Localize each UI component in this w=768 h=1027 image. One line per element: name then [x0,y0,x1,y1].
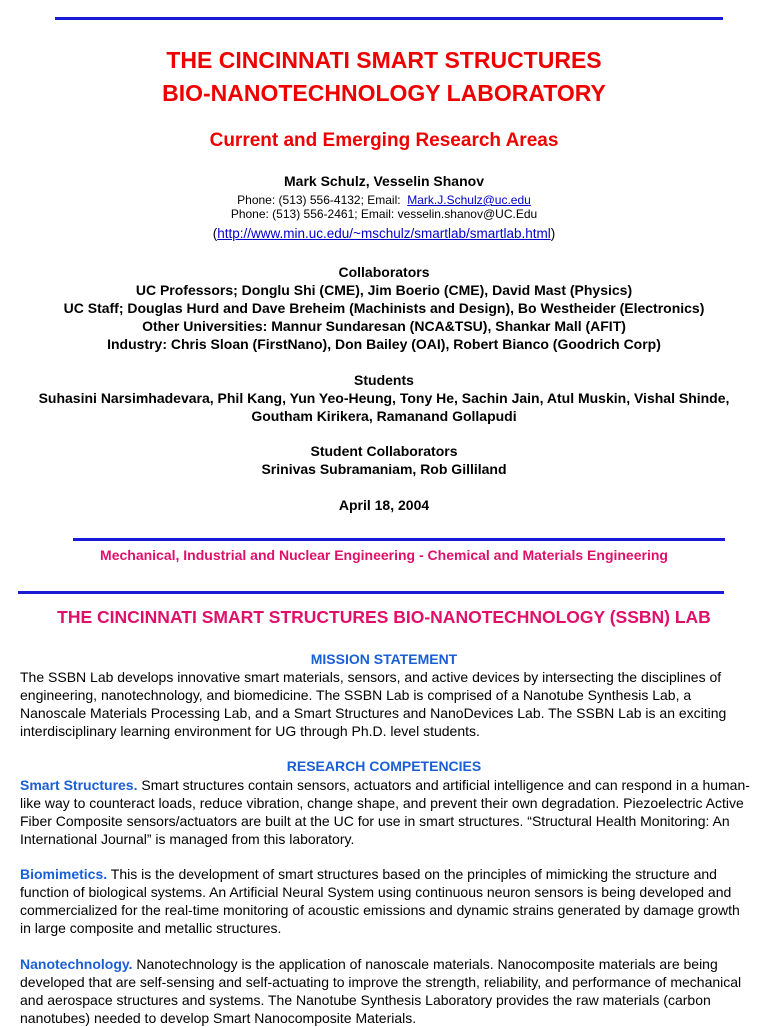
department-line: Mechanical, Industrial and Nuclear Engineering - Chemical and Materials Engineering [100,547,668,563]
competency-lead: Nanotechnology. [20,956,133,972]
page-subtitle: Current and Emerging Research Areas [209,130,559,151]
mission-heading: MISSION STATEMENT [310,651,458,667]
competency-biomimetics [20,865,750,937]
mission-text: The SSBN Lab develops innovative smart materials, sensors, and active devices by intersecting the disciplines of engineering, nanotechnology, and biomedicine. The SSBN Lab is comprised of a Nanotube Synthesis Lab, a Nanoscale Materials Processing Lab, and a Smart Structures and NanoDevices Lab. The SSBN Lab is an exciting interdisciplinary learning environment for UG through Ph.D. level students. [20,669,727,739]
url-line: (http://www.min.uc.edu/~mschulz/smartlab/smartlab.html) [212,226,556,241]
research-heading: RESEARCH COMPETENCIES [286,758,482,774]
contact-line-1 [0,193,768,207]
collaborator-line: Other Universities: Mannur Sundaresan (NCA&TSU), Shankar Mall (AFIT) [142,318,626,334]
document-date: April 18, 2004 [338,497,430,513]
collaborator-line: UC Professors; Donglu Shi (CME), Jim Boerio (CME), David Mast (Physics) [135,282,633,298]
student-collaborators-block [0,442,768,478]
contact-line-2: Phone: (513) 556-2461; Email: vesselin.shanov@UC.Edu [230,207,538,221]
students-block [0,371,768,425]
student-collaborators-heading: Student Collaborators [310,443,458,459]
collaborator-line: UC Staff; Douglas Hurd and Dave Breheim (Machinists and Design), Bo Westheider (Electronics) [63,300,705,316]
contact-1-prefix: Phone: (513) 556-4132; Email: [237,193,401,207]
competency-nanotechnology [20,955,750,1027]
collaborators-heading: Collaborators [338,264,430,280]
lab-title-line2: BIO-NANOTECHNOLOGY LABORATORY [162,80,606,106]
section-rule [18,591,724,594]
student-collaborators-names: Srinivas Subramaniam, Rob Gilliland [261,461,507,477]
competency-text: This is the development of smart structures based on the principles of mimicking the structure and function of biological systems. An Artificial Neural System using continuous neuron sensors is being developed and commercialized for the real-time monitoring of acoustic emissions and dynamic strains generated by damage growth in large composite and metallic structures. [20,866,740,936]
competency-text: Nanotechnology is the application of nanoscale materials. Nanocomposite materials are being developed that are self-sensing and self-actuating to improve the strength, reliability, and performance of mechanical and aerospace structures and systems. The Nanotube Synthesis Laboratory provides the raw materials (carbon nanotubes) needed to develop Smart Nanocomposite Materials. [20,956,742,1026]
competency-lead: Biomimetics. [20,866,108,882]
collaborators-block [0,263,768,353]
students-line: Goutham Kirikera, Ramanand Gollapudi [251,408,517,424]
competency-text: Smart structures contain sensors, actuators and artificial intelligence and can respond in a human-like way to counteract loads, reduce vibration, change shape, and prevent their own degradation. Piezoelectric Active Fiber Composite sensors/actuators are built at the UC for use in smart structures. “Structural Health Monitoring: An International Journal” is managed from this laboratory. [20,777,750,847]
top-rule [55,17,723,20]
section-title: THE CINCINNATI SMART STRUCTURES BIO-NANOTECHNOLOGY (SSBN) LAB [57,607,711,627]
students-heading: Students [354,372,414,388]
lab-url-link[interactable]: http://www.min.uc.edu/~mschulz/smartlab/smartlab.html [217,226,551,241]
lab-title-line1: THE CINCINNATI SMART STRUCTURES [166,47,602,73]
competency-lead: Smart Structures. [20,777,138,793]
author-names: Mark Schulz, Vesselin Shanov [284,173,484,189]
competency-smart-structures [20,776,750,848]
students-line: Suhasini Narsimhadevara, Phil Kang, Yun Yeo-Heung, Tony He, Sachin Jain, Atul Muskin, Vishal Shinde, [38,390,730,406]
middle-rule [73,538,725,541]
email-link-schulz[interactable]: Mark.J.Schulz@uc.edu [407,193,531,207]
collaborator-line: Industry: Chris Sloan (FirstNano), Don Bailey (OAI), Robert Bianco (Goodrich Corp) [107,336,661,352]
